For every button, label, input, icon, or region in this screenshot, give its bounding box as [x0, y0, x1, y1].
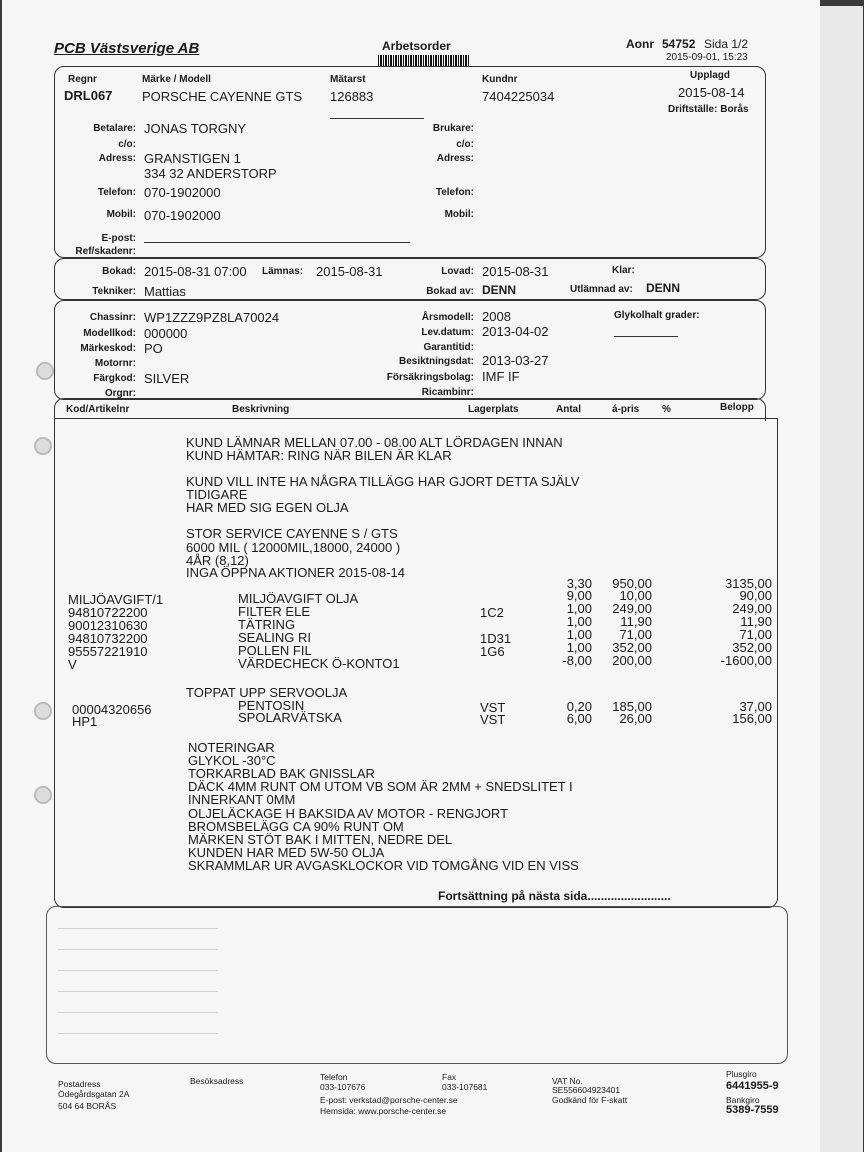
plusgiro-value: 6441955-9 — [726, 1080, 779, 1092]
orgnr-label: Orgnr: — [104, 388, 136, 399]
work-order-page — [2, 0, 820, 1152]
item-amount: -1600,00 — [720, 653, 772, 668]
noteringar-line: KUNDEN HAR MED 5W-50 OLJA — [188, 844, 385, 860]
adress2-label: Adress: — [436, 153, 474, 164]
bankgiro-value: 5389-7559 — [726, 1104, 779, 1116]
aonr-label: Aonr — [626, 37, 654, 51]
item-amount: 11,90 — [740, 614, 772, 629]
epost-footer: E-post: verkstad@porsche-center.se — [320, 1095, 458, 1105]
brukare-label: Brukare: — [432, 123, 474, 134]
item-quantity: -8,00 — [562, 653, 592, 668]
regnr-label: Regnr — [68, 74, 97, 85]
col-antal: Antal — [556, 404, 581, 415]
regnr-value: DRL067 — [64, 88, 113, 103]
noteringar-line: OLJELÄCKAGE H BAKSIDA AV MOTOR - RENGJORT — [188, 805, 509, 821]
item-quantity: 1,00 — [566, 614, 592, 629]
chassinr-label: Chassinr: — [89, 312, 136, 323]
mobil-value: 070-1902000 — [144, 208, 221, 223]
telefon-value: 070-1902000 — [144, 185, 221, 200]
item-location: VST — [480, 712, 506, 727]
service-apris: 950,00 — [612, 576, 652, 591]
fargkod-value: SILVER — [144, 371, 190, 386]
mobil-label: Mobil: — [106, 209, 136, 220]
note-line: 6000 MIL ( 12000MIL,18000, 24000 ) — [186, 540, 401, 555]
service-antal: 3,30 — [566, 576, 592, 591]
aonr-value: 54752 — [662, 37, 696, 51]
item-description: SEALING RI — [238, 630, 311, 645]
glykol-label: Glykolhalt grader: — [614, 310, 700, 321]
punch-hole — [34, 786, 52, 804]
lamnas-label: Lämnas: — [262, 266, 304, 277]
print-date: 2015-09-01, 15:23 — [666, 52, 748, 63]
item-quantity: 1,00 — [566, 640, 592, 655]
lovad-value: 2015-08-31 — [482, 264, 549, 279]
epost-label: E-post: — [101, 233, 136, 244]
punch-hole — [36, 362, 54, 380]
levdatum-label: Lev.datum: — [421, 327, 474, 338]
item-unit-price: 200,00 — [612, 653, 652, 668]
fskatt: Godkänd för F-skatt — [552, 1095, 628, 1105]
item-description: SPOLARVÄTSKA — [238, 710, 342, 725]
co-label: c/o: — [118, 139, 136, 150]
item-amount: 37,00 — [739, 699, 772, 714]
mobil2-label: Mobil: — [444, 209, 474, 220]
model-value: PORSCHE CAYENNE GTS — [142, 89, 303, 104]
topped-line: TOPPAT UPP SERVOOLJA — [186, 685, 348, 700]
item-amount: 90,00 — [739, 588, 772, 603]
item-description: MILJÖAVGIFT OLJA — [238, 591, 359, 606]
noteringar-line: INNERKANT 0MM — [188, 792, 296, 808]
item-quantity: 1,00 — [566, 627, 592, 642]
betalare-value: JONAS TORGNY — [144, 121, 247, 136]
item-description: FILTER ELE — [238, 604, 311, 619]
note-line: KUND HÄMTAR: RING NÄR BILEN ÄR KLAR — [186, 448, 452, 463]
item-location: 1C2 — [480, 605, 504, 620]
note-line: TIDIGARE — [186, 487, 248, 502]
punch-hole — [34, 437, 52, 455]
bokad-value: 2015-08-31 07:00 — [144, 264, 247, 279]
col-beskrivning: Beskrivning — [232, 404, 290, 415]
divider — [330, 118, 424, 119]
item-unit-price: 185,00 — [612, 699, 652, 714]
company-name: PCB Västsverige AB — [54, 40, 200, 57]
faded-totals — [58, 914, 238, 1044]
utlamnad-label: Utlämnad av: — [570, 284, 633, 295]
adress-label: Adress: — [98, 153, 136, 164]
besikt-label: Besiktningsdat: — [398, 356, 474, 367]
plusgiro-label: Plusgiro — [726, 1069, 757, 1079]
note-line: HAR MED SIG EGEN OLJA — [186, 500, 349, 515]
klar-label: Klar: — [612, 265, 635, 276]
upplagd-label: Upplagd — [690, 70, 730, 81]
fax-value: 033-107681 — [442, 1082, 488, 1092]
kundnr-value: 7404225034 — [482, 89, 555, 104]
continued-text: Fortsättning på nästa sida......................... — [438, 889, 671, 903]
postadress-line2: 504 64 BORÅS — [58, 1101, 117, 1111]
markeskod-value: PO — [144, 341, 163, 356]
item-unit-price: 26,00 — [619, 711, 652, 726]
ricambi-label: Ricambinr: — [421, 387, 474, 398]
hemsida-footer: Hemsida: www.porsche-center.se — [320, 1106, 447, 1116]
item-description: POLLEN FIL — [238, 643, 312, 658]
lovad-label: Lovad: — [441, 266, 474, 277]
col-belopp: Belopp — [720, 402, 754, 413]
lamnas-value: 2015-08-31 — [316, 264, 383, 279]
telefon-footer-label: Telefon — [320, 1072, 348, 1082]
item-code: 90012310630 — [68, 618, 148, 633]
utlamnad-value: DENN — [646, 281, 681, 295]
col-kod: Kod/Artikelnr — [66, 404, 130, 415]
kundnr-label: Kundnr — [482, 74, 518, 85]
noteringar-line: BROMSBELÄGG CA 90% RUNT OM — [188, 818, 404, 834]
modellkod-label: Modellkod: — [83, 328, 136, 339]
item-unit-price: 249,00 — [612, 601, 652, 616]
modellkod-value: 000000 — [144, 326, 188, 341]
item-amount: 352,00 — [732, 640, 772, 655]
model-label: Märke / Modell — [142, 74, 211, 85]
telefon2-label: Telefon: — [435, 187, 474, 198]
driftstalle: Driftställe: Borås — [668, 104, 749, 115]
item-code: 00004320656 — [72, 702, 152, 717]
noteringar-line: TORKARBLAD BAK GNISSLAR — [188, 766, 375, 782]
item-location: 1G6 — [480, 644, 505, 659]
glykol-line — [614, 336, 678, 337]
item-amount: 156,00 — [732, 711, 772, 726]
noteringar-line: NOTERINGAR — [188, 740, 275, 755]
item-description: PENTOSIN — [238, 698, 305, 713]
garantitid-label: Garantitid: — [423, 342, 474, 353]
item-code: 94810722200 — [68, 605, 148, 620]
doc-title: Arbetsorder — [382, 39, 451, 53]
postadress-label: Postadress — [58, 1079, 101, 1089]
epost-line — [144, 242, 410, 243]
note-line: KUND VILL INTE HA NÅGRA TILLÄGG HAR GJORT DETTA SJÄLV — [186, 474, 580, 489]
markeskod-label: Märkeskod: — [80, 343, 136, 354]
item-description: TÄTRING — [238, 617, 296, 632]
page-number: Sida 1/2 — [704, 37, 749, 51]
bankgiro-label: Bankgiro — [726, 1095, 760, 1105]
noteringar-line: DÄCK 4MM RUNT OM UTOM VB SOM ÄR 2MM + SNEDSLITET I — [188, 779, 573, 795]
adress-line2: 334 32 ANDERSTORP — [144, 166, 277, 181]
chassinr-value: WP1ZZZ9PZ8LA70024 — [144, 310, 280, 325]
item-code: V — [68, 657, 77, 672]
vat-label: VAT No. — [552, 1076, 583, 1086]
forsakring-label: Försäkringsbolag: — [386, 372, 474, 383]
item-location: VST — [480, 700, 506, 715]
besok-label: Besöksadress — [190, 1076, 244, 1086]
telefon-footer: 033-107676 — [320, 1082, 366, 1092]
telefon-label: Telefon: — [97, 187, 136, 198]
tekniker-value: Mattias — [144, 284, 186, 299]
item-unit-price: 352,00 — [612, 640, 652, 655]
item-description: VÄRDECHECK Ö-KONTO1 — [238, 656, 400, 671]
item-code: 95557221910 — [68, 644, 148, 659]
item-quantity: 1,00 — [566, 601, 592, 616]
item-code: HP1 — [72, 714, 98, 729]
forsakring-value: IMF IF — [482, 369, 520, 384]
betalare-label: Betalare: — [93, 123, 136, 134]
service-belopp: 3135,00 — [725, 576, 772, 591]
item-code: MILJÖAVGIFT/1 — [68, 592, 164, 607]
adress-line1: GRANSTIGEN 1 — [144, 151, 241, 166]
item-amount: 249,00 — [732, 601, 772, 616]
item-location: 1D31 — [480, 631, 512, 646]
item-quantity: 9,00 — [566, 588, 592, 603]
noteringar-line: GLYKOL -30°C — [188, 753, 276, 769]
postadress-line1: Ödegårdsgatan 2A — [58, 1089, 130, 1099]
co2-label: c/o: — [456, 139, 474, 150]
besikt-value: 2013-03-27 — [482, 353, 549, 368]
fax-label: Fax — [442, 1072, 457, 1082]
levdatum-value: 2013-04-02 — [482, 324, 549, 339]
noteringar-line: MÄRKEN STÖT BAK I MITTEN, NEDRE DEL — [188, 831, 453, 847]
noteringar-line: SKRAMMLAR UR AVGASKLOCKOR VID TOMGÅNG VID EN VISS — [188, 857, 579, 873]
item-unit-price: 10,00 — [619, 588, 652, 603]
vat-value: SE556604923401 — [552, 1085, 621, 1095]
upplagd-value: 2015-08-14 — [678, 85, 745, 100]
col-lagerplats: Lagerplats — [468, 404, 519, 415]
punch-hole — [34, 702, 52, 720]
item-unit-price: 71,00 — [619, 627, 652, 642]
item-unit-price: 11,90 — [620, 614, 652, 629]
col-pct: % — [662, 404, 671, 415]
note-line: STOR SERVICE CAYENNE S / GTS — [186, 526, 398, 541]
col-apris: á-pris — [612, 404, 640, 415]
ref-label: Ref/skadenr: — [75, 246, 136, 257]
tekniker-label: Tekniker: — [92, 286, 136, 297]
item-amount: 71,00 — [739, 627, 772, 642]
item-quantity: 6,00 — [566, 711, 592, 726]
arsmodell-value: 2008 — [482, 309, 511, 324]
bokad-label: Bokad: — [102, 266, 136, 277]
bokadav-label: Bokad av: — [426, 286, 474, 297]
arsmodell-label: Årsmodell: — [421, 312, 474, 323]
matarst-label: Mätarst — [330, 74, 366, 85]
matarst-value: 126883 — [330, 89, 374, 104]
bokadav-value: DENN — [482, 283, 517, 297]
fargkod-label: Färgkod: — [93, 373, 136, 384]
note-line: 4ÅR (8,12) — [186, 553, 249, 568]
item-code: 94810732200 — [68, 631, 148, 646]
motornr-label: Motornr: — [94, 358, 136, 369]
item-quantity: 0,20 — [566, 699, 592, 714]
note-line: INGA ÖPPNA AKTIONER 2015-08-14 — [186, 565, 405, 580]
note-line: KUND LÄMNAR MELLAN 07.00 - 08.00 ALT LÖRDAGEN INNAN — [186, 435, 563, 450]
